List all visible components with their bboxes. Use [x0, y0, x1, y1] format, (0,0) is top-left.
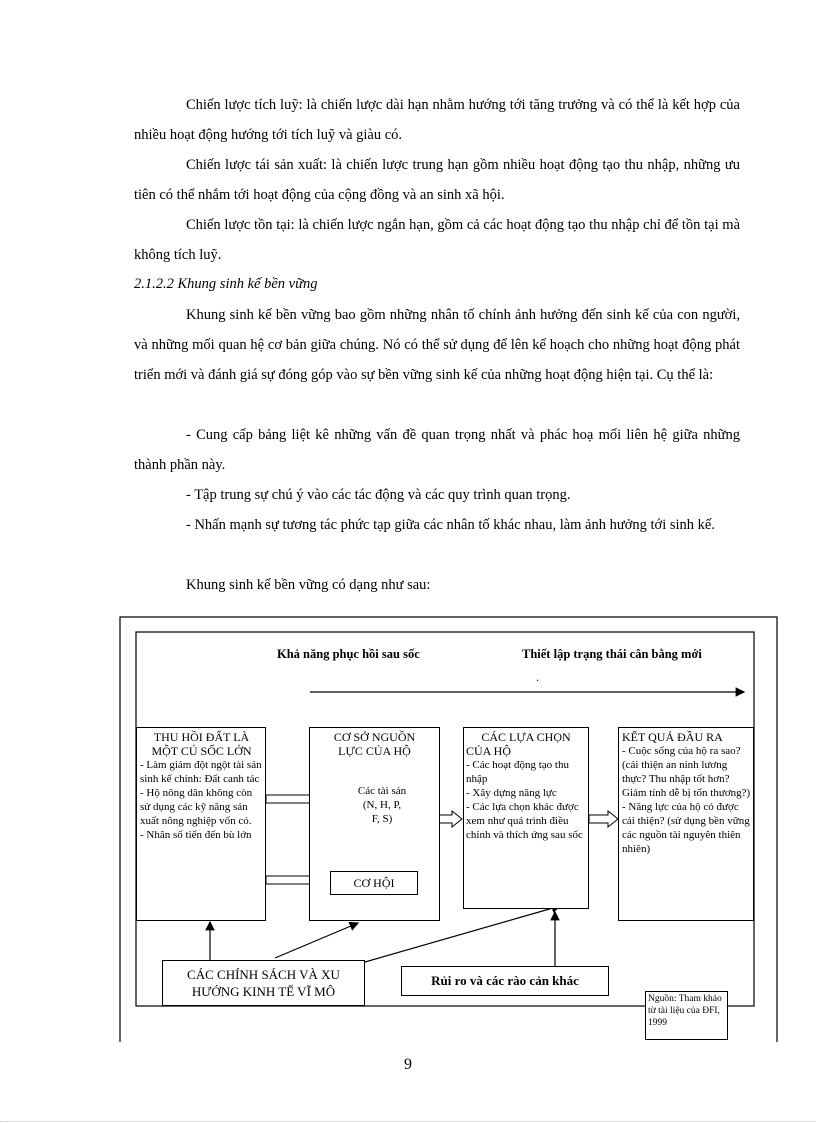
equilibrium-label: Thiết lập trạng thái cân bằng mới	[522, 647, 702, 661]
opportunity-box: CƠ HỘI	[330, 871, 418, 895]
section-heading: 2.1.2.2 Khung sinh kế bền vững	[134, 276, 318, 292]
resource-title-1: CƠ SỞ NGUỒN	[333, 730, 416, 744]
arrow-policy-box2	[275, 923, 358, 958]
paragraph-framework-intro: Khung sinh kế bền vững bao gồm những nhân tố chính ảnh hưởng đến sinh kế của con người, và những mối quan hệ cơ bản giữa chúng. Nó có thể sử dụng để lên kế hoạch cho những hoạt động phát triển mới và đánh giá sự đóng góp vào sự bền vững sinh kế của những hoạt động hiện tại. Cụ thể là:	[134, 307, 740, 383]
risk-box: Rủi ro và các rào cản khác	[401, 966, 609, 996]
paragraph-bullet-3: - Nhấn mạnh sự tương tác phức tạp giữa các nhân tố khác nhau, làm ảnh hưởng tới sinh kế.	[186, 517, 715, 533]
outcome-box	[618, 727, 754, 921]
shock-box	[136, 727, 266, 921]
arrow-box3-box4	[589, 811, 618, 827]
choices-body: - Các hoạt động tạo thu nhập - Xây dựng năng lực - Các lựa chọn khác được xem như quá trình điều chỉnh và thích ứng sau sốc	[466, 759, 583, 841]
shock-title-2: MỘT CÚ SỐC LỚN	[151, 744, 252, 758]
page-bottom-edge	[0, 1121, 816, 1122]
choices-box	[463, 727, 589, 909]
outcome-title: KẾT QUẢ ĐẦU RA	[622, 730, 723, 744]
page-number: 9	[404, 1056, 412, 1073]
paragraph-bullet-2: - Tập trung sự chú ý vào các tác động và các quy trình quan trọng.	[186, 487, 571, 503]
resource-title-2: LỰC CỦA HỘ	[338, 744, 411, 758]
source-note: Nguồn: Tham khảo từ tài liệu của ĐFI, 1999	[645, 991, 728, 1040]
outcome-body: - Cuộc sống của hộ ra sao? (cải thiện an ninh lương thực? Thu nhập tốt hơn? Giảm tính dễ bị tổn thương?) - Năng lực của hộ có được cải thiện? (sử dụng bền vững các nguồn tài nguyên thiên nhiên)	[622, 745, 751, 855]
choices-title-2: CỦA HỘ	[466, 744, 512, 758]
paragraph-survival-strategy: Chiến lược tồn tại: là chiến lược ngắn hạn, gồm cả các hoạt động tạo thu nhập chỉ để tồn tại mà không tích luỹ.	[134, 217, 740, 263]
choices-title-1: CÁC LỰA CHỌN	[481, 730, 571, 744]
paragraph-bullet-1: - Cung cấp bảng liệt kê những vấn đề quan trọng nhất và phác hoạ mối liên hệ giữa những thành phần này.	[134, 427, 740, 473]
dot-mark: .	[536, 670, 539, 684]
assets-hexagon-label: Các tài sản (N, H, P, F, S)	[357, 785, 407, 825]
shock-title-1: THU HỒI ĐẤT LÀ	[153, 730, 250, 744]
shock-body: - Làm giảm đột ngột tài sản sinh kế chính: Đất canh tác - Hộ nông dân không còn sử dụng các kỹ năng sản xuất nông nghiệp vốn có. - Nhân số tiến đến bù lớn	[140, 759, 262, 841]
policy-box: CÁC CHÍNH SÁCH VÀ XU HƯỚNG KINH TẾ VĨ MÔ	[162, 960, 365, 1006]
resilience-label: Khả năng phục hồi sau sốc	[277, 647, 420, 661]
paragraph-accumulation-strategy: Chiến lược tích luỹ: là chiến lược dài hạn nhằm hướng tới tăng trưởng và có thể là kết hợp của nhiều hoạt động hướng tới tích luỹ và giàu có.	[134, 97, 740, 143]
paragraph-framework-form: Khung sinh kế bền vững có dạng như sau:	[186, 577, 431, 593]
paragraph-reproduction-strategy: Chiến lược tái sản xuất: là chiến lược trung hạn gồm nhiều hoạt động tạo thu nhập, những ưu tiên có thể nhắm tới hoạt động của cộng đồng và an sinh xã hội.	[134, 157, 740, 203]
